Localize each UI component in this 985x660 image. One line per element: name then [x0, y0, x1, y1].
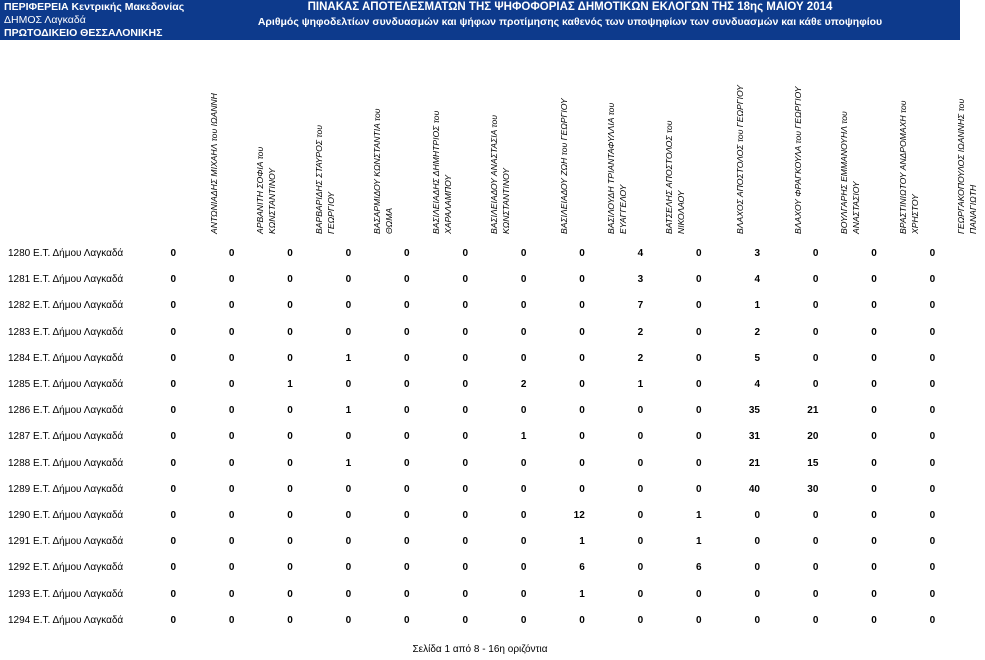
vote-cell: 0 [170, 483, 176, 495]
vote-cell: 0 [696, 352, 702, 364]
vote-cell: 0 [345, 300, 352, 312]
vote-cell: 0 [637, 614, 644, 626]
vote-cell: 0 [170, 510, 176, 521]
candidate-name-line: ΓΕΩΡΓΙΟΥ [325, 191, 336, 234]
vote-cell: 0 [287, 457, 293, 469]
vote-cell: 0 [812, 352, 819, 364]
vote-cell: 0 [287, 614, 293, 626]
candidate-header [577, 42, 635, 234]
vote-cell: 1 [637, 379, 644, 390]
vote-cell: 0 [520, 326, 527, 338]
vote-cell: 0 [871, 352, 877, 364]
vote-cell: 0 [228, 510, 235, 521]
vote-cell: 0 [462, 274, 468, 286]
candidate-name-line: ΧΡΗΣΤΟΥ [909, 194, 920, 234]
candidate-header [343, 42, 401, 234]
candidate-name-line: ΑΝΤΩΝΙΑΔΗΣ ΜΙΧΑΗΛ του ΙΩΑΝΝΗ [209, 93, 219, 234]
candidate-header [168, 42, 226, 234]
candidate-name-line: ΒΡΑΣΤΙΝΙΩΤΟΥ ΑΝΔΡΟΜΑΧΗ του [897, 100, 908, 234]
candidate-name-line: ΘΩΜΑ [384, 207, 395, 234]
candidate-name-line: ΒΟΥΛΓΑΡΗΣ ΕΜΜΑΝΟΥΗΛ του [839, 111, 850, 234]
vote-cell: 0 [404, 352, 410, 364]
vote-cell: 0 [929, 326, 936, 338]
vote-cell: 0 [579, 483, 585, 495]
vote-cell: 0 [462, 326, 468, 338]
vote-cell: 0 [228, 614, 235, 626]
vote-cell: 0 [404, 379, 410, 390]
candidate-header [927, 42, 985, 234]
vote-cell: 0 [520, 248, 527, 259]
vote-cell: 40 [748, 483, 760, 495]
vote-cell: 0 [345, 562, 352, 574]
vote-cell: 0 [579, 326, 585, 338]
vote-cell: 0 [871, 379, 877, 390]
candidate-header [694, 42, 752, 234]
candidate-name-line: ΧΑΡΑΛΑΜΠΟΥ [442, 174, 453, 234]
vote-cell: 0 [871, 431, 877, 443]
row-label: 1280 Ε.Τ. Δήμου Λαγκαδά [8, 248, 124, 259]
vote-cell: 0 [287, 588, 293, 600]
vote-cell: 0 [462, 352, 468, 364]
vote-cell: 0 [637, 457, 644, 469]
vote-cell: 0 [520, 483, 527, 495]
vote-cell: 0 [228, 379, 235, 390]
candidate-name-line: ΓΕΩΡΓΑΚΟΠΟΥΛΟΣ ΙΩΑΝΝΗΣ του [956, 98, 967, 234]
vote-cell: 0 [637, 536, 644, 548]
vote-cell: 0 [170, 431, 176, 443]
candidate-header [285, 42, 343, 234]
vote-cell: 0 [287, 562, 293, 574]
vote-cell: 0 [929, 614, 936, 626]
candidate-name-line: ΚΩΝΣΤΑΝΤΙΝΟΥ [267, 168, 278, 234]
vote-cell: 21 [807, 405, 819, 417]
vote-cell: 0 [871, 562, 877, 574]
vote-cell: 0 [462, 483, 468, 495]
vote-cell: 0 [404, 326, 410, 338]
vote-cell: 0 [812, 326, 819, 338]
vote-cell: 0 [637, 431, 644, 443]
vote-cell: 0 [228, 562, 235, 574]
vote-cell: 2 [754, 326, 760, 338]
vote-cell: 0 [287, 300, 293, 312]
vote-cell: 4 [754, 379, 760, 390]
vote-cell: 0 [871, 483, 877, 495]
candidate-name-line: ΒΑΣΙΛΕΙΑΔΗΣ ΔΗΜΗΤΡΙΟΣ του [430, 110, 441, 234]
vote-cell: 0 [404, 457, 410, 469]
vote-cell: 15 [807, 457, 819, 469]
vote-cell: 0 [404, 431, 410, 443]
banner-title: ΠΙΝΑΚΑΣ ΑΠΟΤΕΛΕΣΜΑΤΩΝ ΤΗΣ ΨΗΦΟΦΟΡΙΑΣ ΔΗΜΟΤΙΚΩΝ ΕΚΛΟΓΩΝ ΤΗΣ 18ης ΜΑΙΟΥ 2014 [307, 1, 833, 13]
vote-cell: 0 [287, 326, 293, 338]
vote-cell: 0 [345, 588, 352, 600]
vote-cell: 0 [462, 431, 468, 443]
vote-cell: 0 [754, 588, 760, 600]
vote-cell: 0 [754, 614, 760, 626]
vote-cell: 0 [871, 510, 877, 521]
vote-cell: 0 [929, 352, 936, 364]
vote-cell: 0 [345, 614, 352, 626]
candidate-header [635, 42, 693, 234]
vote-cell: 0 [228, 483, 235, 495]
vote-cell: 0 [696, 379, 702, 390]
vote-cell: 4 [637, 248, 644, 259]
vote-cell: 0 [287, 274, 293, 286]
vote-cell: 0 [462, 457, 468, 469]
vote-cell: 0 [579, 352, 585, 364]
vote-cell: 0 [287, 510, 293, 521]
vote-cell: 0 [404, 483, 410, 495]
vote-cell: 0 [637, 588, 644, 600]
vote-cell: 0 [579, 379, 585, 390]
vote-cell: 0 [929, 405, 936, 417]
vote-cell: 0 [462, 562, 468, 574]
vote-cell: 0 [754, 536, 760, 548]
vote-cell: 0 [228, 588, 235, 600]
vote-cell: 0 [404, 536, 410, 548]
candidate-header [869, 42, 927, 234]
vote-cell: 0 [520, 562, 527, 574]
row-label: 1286 Ε.Τ. Δήμου Λαγκαδά [8, 405, 124, 417]
vote-cell: 0 [228, 274, 235, 286]
vote-cell: 12 [573, 510, 585, 521]
row-label: 1293 Ε.Τ. Δήμου Λαγκαδά [8, 588, 124, 600]
vote-cell: 0 [929, 536, 936, 548]
vote-cell: 1 [696, 536, 702, 548]
vote-cell: 0 [462, 379, 468, 390]
vote-cell: 3 [754, 248, 760, 259]
vote-cell: 0 [929, 379, 936, 390]
banner-region: ΠΕΡΙΦΕΡΕΙΑ Κεντρικής Μακεδονίας [4, 1, 185, 13]
vote-cell: 0 [404, 562, 410, 574]
vote-cell: 0 [871, 614, 877, 626]
vote-cell: 0 [287, 431, 293, 443]
candidate-name-line: ΒΑΣΑΡΜΙΔΟΥ ΚΩΝΣΤΑΝΤΙΑ του [372, 108, 383, 234]
candidate-header [402, 42, 460, 234]
vote-cell: 0 [696, 431, 702, 443]
candidate-name-line: ΝΙΚΟΛΑΟΥ [676, 190, 687, 234]
candidate-header [226, 42, 284, 234]
banner-court: ΠΡΩΤΟΔΙΚΕΙΟ ΘΕΣΣΑΛΟΝΙΚΗΣ [4, 27, 163, 39]
vote-cell: 0 [287, 248, 293, 259]
vote-cell: 0 [579, 248, 585, 259]
vote-cell: 0 [170, 352, 176, 364]
row-label: 1288 Ε.Τ. Δήμου Λαγκαδά [8, 457, 124, 469]
vote-cell: 0 [228, 431, 235, 443]
vote-cell: 0 [871, 248, 877, 259]
vote-cell: 0 [812, 510, 819, 521]
candidate-name-line: ΒΛΑΧΟΣ ΑΠΟΣΤΟΛΟΣ του ΓΕΩΡΓΙΟΥ [734, 85, 745, 234]
vote-cell: 0 [637, 510, 644, 521]
vote-cell: 0 [696, 300, 702, 312]
vote-cell: 0 [404, 405, 410, 417]
vote-cell: 1 [345, 457, 352, 469]
vote-cell: 0 [579, 300, 585, 312]
vote-cell: 0 [871, 405, 877, 417]
vote-cell: 2 [520, 379, 527, 390]
vote-cell: 0 [520, 274, 527, 286]
vote-cell: 0 [929, 248, 936, 259]
vote-cell: 0 [228, 405, 235, 417]
vote-cell: 0 [170, 248, 176, 259]
row-label: 1290 Ε.Τ. Δήμου Λαγκαδά [8, 510, 124, 521]
vote-cell: 0 [696, 248, 702, 259]
vote-cell: 0 [228, 248, 235, 259]
vote-cell: 0 [520, 405, 527, 417]
candidate-name-line: ΕΥΑΓΓΕΛΟΥ [617, 184, 628, 234]
row-label: 1285 Ε.Τ. Δήμου Λαγκαδά [8, 379, 124, 390]
vote-cell: 0 [228, 352, 235, 364]
vote-cell: 0 [754, 562, 760, 574]
vote-cell: 0 [462, 614, 468, 626]
vote-cell: 0 [929, 457, 936, 469]
vote-cell: 0 [637, 483, 644, 495]
vote-cell: 0 [929, 588, 936, 600]
row-label: 1281 Ε.Τ. Δήμου Λαγκαδά [8, 274, 124, 286]
vote-cell: 0 [871, 274, 877, 286]
vote-cell: 6 [579, 562, 585, 574]
row-label: 1287 Ε.Τ. Δήμου Λαγκαδά [8, 431, 124, 443]
vote-cell: 0 [520, 510, 527, 521]
vote-cell: 1 [345, 405, 352, 417]
vote-cell: 0 [579, 405, 585, 417]
candidate-name-line: ΠΑΝΑΓΙΩΤΗ [968, 184, 979, 234]
vote-cell: 0 [637, 405, 644, 417]
vote-cell: 0 [871, 300, 877, 312]
vote-cell: 1 [696, 510, 702, 521]
vote-cell: 0 [696, 457, 702, 469]
vote-cell: 0 [170, 379, 176, 390]
vote-cell: 0 [462, 510, 468, 521]
vote-cell: 0 [520, 536, 527, 548]
row-label: 1282 Ε.Τ. Δήμου Λαγκαδά [8, 300, 124, 312]
vote-cell: 0 [812, 536, 819, 548]
vote-cell: 1 [345, 352, 352, 364]
vote-cell: 0 [287, 352, 293, 364]
vote-cell: 0 [404, 588, 410, 600]
vote-cell: 0 [696, 614, 702, 626]
vote-cell: 1 [579, 588, 585, 600]
candidate-name-line: ΒΑΣΙΛΕΙΑΔΟΥ ΑΝΑΣΤΑΣΙΑ του [489, 114, 499, 234]
vote-cell: 0 [462, 588, 468, 600]
vote-cell: 0 [520, 588, 527, 600]
candidate-header [810, 42, 868, 234]
vote-cell: 0 [696, 405, 702, 417]
vote-cell: 0 [579, 457, 585, 469]
vote-cell: 0 [579, 614, 585, 626]
candidate-name-line: ΒΑΣΙΛΕΙΑΔΟΥ ΖΩΗ του ΓΕΩΡΓΙΟΥ [559, 98, 570, 234]
vote-cell: 0 [345, 379, 352, 390]
vote-cell: 1 [287, 379, 293, 390]
candidate-name-line: ΒΑΡΒΑΡΙΔΗΣ ΣΤΑΥΡΟΣ του [313, 125, 324, 234]
vote-cell: 0 [228, 300, 235, 312]
vote-cell: 4 [754, 274, 760, 286]
vote-cell: 0 [287, 536, 293, 548]
row-label: 1283 Ε.Τ. Δήμου Λαγκαδά [8, 326, 124, 338]
vote-cell: 21 [748, 457, 760, 469]
candidate-header [460, 42, 518, 234]
vote-cell: 0 [170, 588, 176, 600]
vote-cell: 1 [520, 431, 527, 443]
row-label: 1284 Ε.Τ. Δήμου Λαγκαδά [8, 352, 124, 364]
vote-cell: 0 [462, 405, 468, 417]
page-footer: Σελίδα 1 από 8 - 16η οριζόντια [412, 644, 548, 655]
vote-cell: 0 [170, 562, 176, 574]
vote-cell: 0 [929, 274, 936, 286]
candidate-name-line: ΚΩΝΣΤΑΝΤΙΝΟΥ [501, 168, 511, 234]
vote-cell: 0 [170, 274, 176, 286]
vote-cell: 0 [345, 274, 352, 286]
vote-cell: 0 [696, 483, 702, 495]
vote-cell: 0 [345, 536, 352, 548]
vote-cell: 6 [696, 562, 702, 574]
vote-cell: 0 [345, 431, 352, 443]
vote-cell: 2 [637, 326, 644, 338]
vote-cell: 0 [812, 562, 819, 574]
vote-cell: 0 [929, 431, 936, 443]
candidate-name-line: ΒΛΑΧΟΥ ΦΡΑΓΚΟΥΛΑ του ΓΕΩΡΓΙΟΥ [793, 86, 803, 234]
vote-cell: 0 [637, 562, 644, 574]
vote-cell: 0 [579, 431, 585, 443]
vote-cell: 0 [228, 457, 235, 469]
vote-cell: 0 [696, 274, 702, 286]
vote-cell: 0 [404, 614, 410, 626]
vote-cell: 0 [696, 588, 702, 600]
candidate-header [518, 42, 576, 234]
vote-cell: 0 [345, 510, 352, 521]
vote-cell: 0 [170, 326, 176, 338]
vote-cell: 3 [637, 274, 644, 286]
vote-cell: 0 [520, 457, 527, 469]
vote-cell: 0 [345, 326, 352, 338]
candidate-header [752, 42, 810, 234]
vote-cell: 0 [812, 248, 819, 259]
vote-cell: 0 [812, 274, 819, 286]
vote-cell: 0 [404, 248, 410, 259]
banner-subtitle: Αριθμός ψηφοδελτίων συνδυασμών και ψήφων προτίμησης καθενός των υποψηφίων των συνδυασμών και κάθε υποψηφίου [257, 16, 883, 28]
candidate-name-line: ΒΑΣΙΛΟΥΔΗ ΤΡΙΑΝΤΑΦΥΛΛΙΑ του [605, 102, 616, 234]
vote-cell: 0 [520, 614, 527, 626]
vote-cell: 31 [748, 431, 760, 443]
candidate-name-line: ΒΑΤΣΕΛΗΣ ΑΠΟΣΤΟΛΟΣ του [664, 120, 675, 234]
vote-cell: 0 [345, 483, 352, 495]
vote-cell: 0 [170, 536, 176, 548]
vote-cell: 0 [871, 326, 877, 338]
vote-cell: 0 [170, 405, 176, 417]
vote-cell: 1 [579, 536, 585, 548]
vote-cell: 0 [287, 405, 293, 417]
vote-cell: 0 [579, 274, 585, 286]
vote-cell: 20 [807, 431, 819, 443]
report-banner [0, 0, 960, 40]
vote-cell: 0 [929, 300, 936, 312]
vote-cell: 0 [520, 352, 527, 364]
vote-cell: 0 [871, 457, 877, 469]
vote-cell: 0 [462, 536, 468, 548]
vote-cell: 0 [812, 588, 819, 600]
vote-cell: 0 [170, 300, 176, 312]
vote-cell: 35 [748, 405, 760, 417]
vote-cell: 0 [520, 300, 527, 312]
vote-cell: 0 [929, 562, 936, 574]
row-label: 1292 Ε.Τ. Δήμου Λαγκαδά [8, 562, 124, 574]
vote-cell: 2 [637, 352, 644, 364]
vote-cell: 7 [637, 300, 644, 312]
vote-cell: 0 [871, 588, 877, 600]
vote-cell: 0 [812, 614, 819, 626]
vote-cell: 0 [871, 536, 877, 548]
banner-municipality: ΔΗΜΟΣ Λαγκαδά [4, 14, 86, 26]
vote-cell: 0 [345, 248, 352, 259]
vote-cell: 0 [170, 614, 176, 626]
vote-cell: 1 [754, 300, 760, 312]
vote-cell: 30 [807, 483, 819, 495]
vote-cell: 0 [404, 274, 410, 286]
row-label: 1289 Ε.Τ. Δήμου Λαγκαδά [8, 483, 124, 495]
candidate-name-line: ΑΝΑΣΤΑΣΙΟΥ [851, 181, 862, 234]
vote-cell: 0 [462, 300, 468, 312]
vote-cell: 0 [462, 248, 468, 259]
vote-cell: 0 [287, 483, 293, 495]
vote-cell: 0 [696, 326, 702, 338]
vote-cell: 0 [228, 536, 235, 548]
vote-cell: 0 [754, 510, 760, 521]
vote-cell: 0 [929, 510, 936, 521]
vote-cell: 0 [812, 379, 819, 390]
vote-cell: 0 [228, 326, 235, 338]
row-label: 1294 Ε.Τ. Δήμου Λαγκαδά [8, 614, 124, 626]
vote-cell: 0 [404, 300, 410, 312]
vote-cell: 0 [812, 300, 819, 312]
row-label: 1291 Ε.Τ. Δήμου Λαγκαδά [8, 536, 124, 548]
candidate-name-line: ΑΡΒΑΝΙΤΗ ΣΟΦΙΑ του [255, 146, 266, 234]
vote-cell: 0 [929, 483, 936, 495]
vote-cell: 0 [170, 457, 176, 469]
vote-cell: 5 [754, 352, 760, 364]
vote-cell: 0 [404, 510, 410, 521]
